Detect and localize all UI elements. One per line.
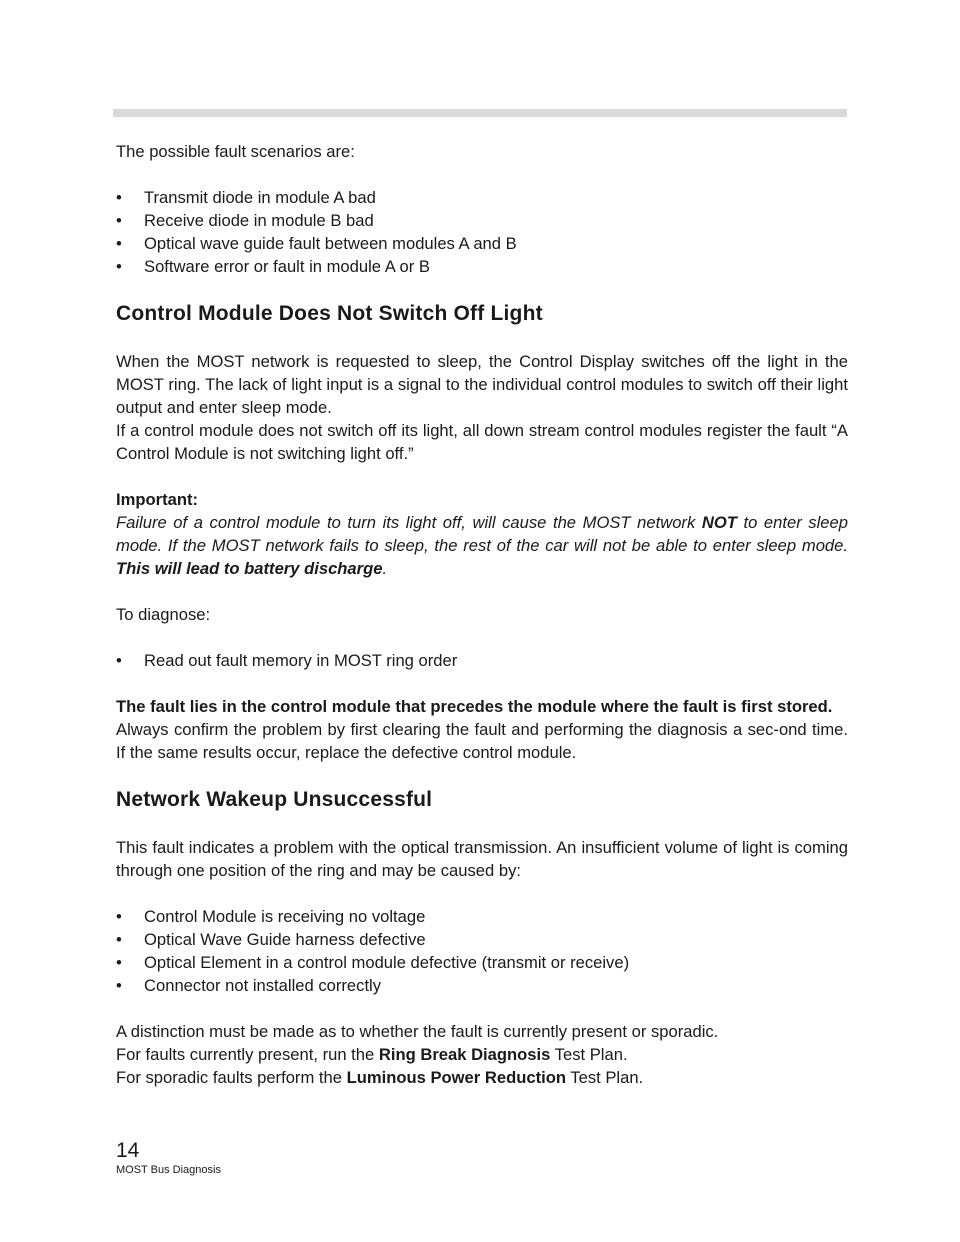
list-item: • Optical wave guide fault between modules A and B [116,232,848,255]
luminous-power-reduction-plan: Luminous Power Reduction [346,1068,566,1087]
important-not-emphasis: NOT [701,513,737,532]
intro-text: The possible fault scenarios are: [116,142,355,161]
list-item: • Control Module is receiving no voltage [116,905,848,928]
page-content [116,140,848,1089]
important-note [116,511,848,580]
list-item: • Receive diode in module B bad [116,209,848,232]
section-heading-switch-off-light: Control Module Does Not Switch Off Light [116,302,543,325]
instruction-text: For sporadic faults perform the [116,1068,347,1087]
instruction-text: Test Plan. [550,1045,628,1064]
present-fault-instruction [116,1043,848,1066]
cause-list [116,905,848,997]
page-number: 14 [116,1139,140,1162]
list-item: • Optical Wave Guide harness defective [116,928,848,951]
instruction-text: Test Plan. [565,1068,644,1087]
section1-paragraph: When the MOST network is requested to sleep, the Control Display switches off the light in the MOST ring. The lack of light input is a signal to the individual control modules to switch off their light output and enter sleep mode. [116,352,848,417]
diagnose-step-list [116,649,848,672]
sporadic-fault-instruction [116,1066,848,1089]
ring-break-diagnosis-plan: Ring Break Diagnosis [378,1045,551,1064]
page-footer [116,1139,221,1177]
list-item: • Read out fault memory in MOST ring order [116,649,848,672]
important-text: . [382,559,388,578]
conclusion-bold: The fault lies in the control module that precedes the module where the fault is first stored. [116,697,833,716]
section1-paragraph: If a control module does not switch off its light, all down stream control modules register the fault “A Control Module is not switching light off.” [116,421,848,463]
header-rule [113,109,847,117]
instruction-text: For faults currently present, run the [116,1045,379,1064]
list-item: • Software error or fault in module A or B [116,255,848,278]
document-title: MOST Bus Diagnosis [116,1164,221,1176]
section-heading-network-wakeup: Network Wakeup Unsuccessful [116,788,433,811]
important-text: Failure of a control module to turn its light off, will cause the MOST network [116,513,702,532]
distinction-text: A distinction must be made as to whether the fault is currently present or sporadic. [116,1022,719,1041]
important-label: Important: [116,490,199,509]
battery-discharge-warning: This will lead to battery discharge [116,559,383,578]
section2-paragraph: This fault indicates a problem with the optical transmission. An insufficient volume of light is coming through one position of the ring and may be caused by: [116,838,848,880]
fault-scenario-list [116,186,848,278]
list-item: • Transmit diode in module A bad [116,186,848,209]
list-item: • Optical Element in a control module defective (transmit or receive) [116,951,848,974]
conclusion-text: Always confirm the problem by first clearing the fault and performing the diagnosis a sec-ond time. If the same results occur, replace the defective control module. [116,720,848,762]
diagnose-label: To diagnose: [116,605,211,624]
list-item: • Connector not installed correctly [116,974,848,997]
important-text: to enter sleep mode. If the MOST network fails to sleep, the rest of the car will not be able to enter sleep mode. [116,513,848,555]
